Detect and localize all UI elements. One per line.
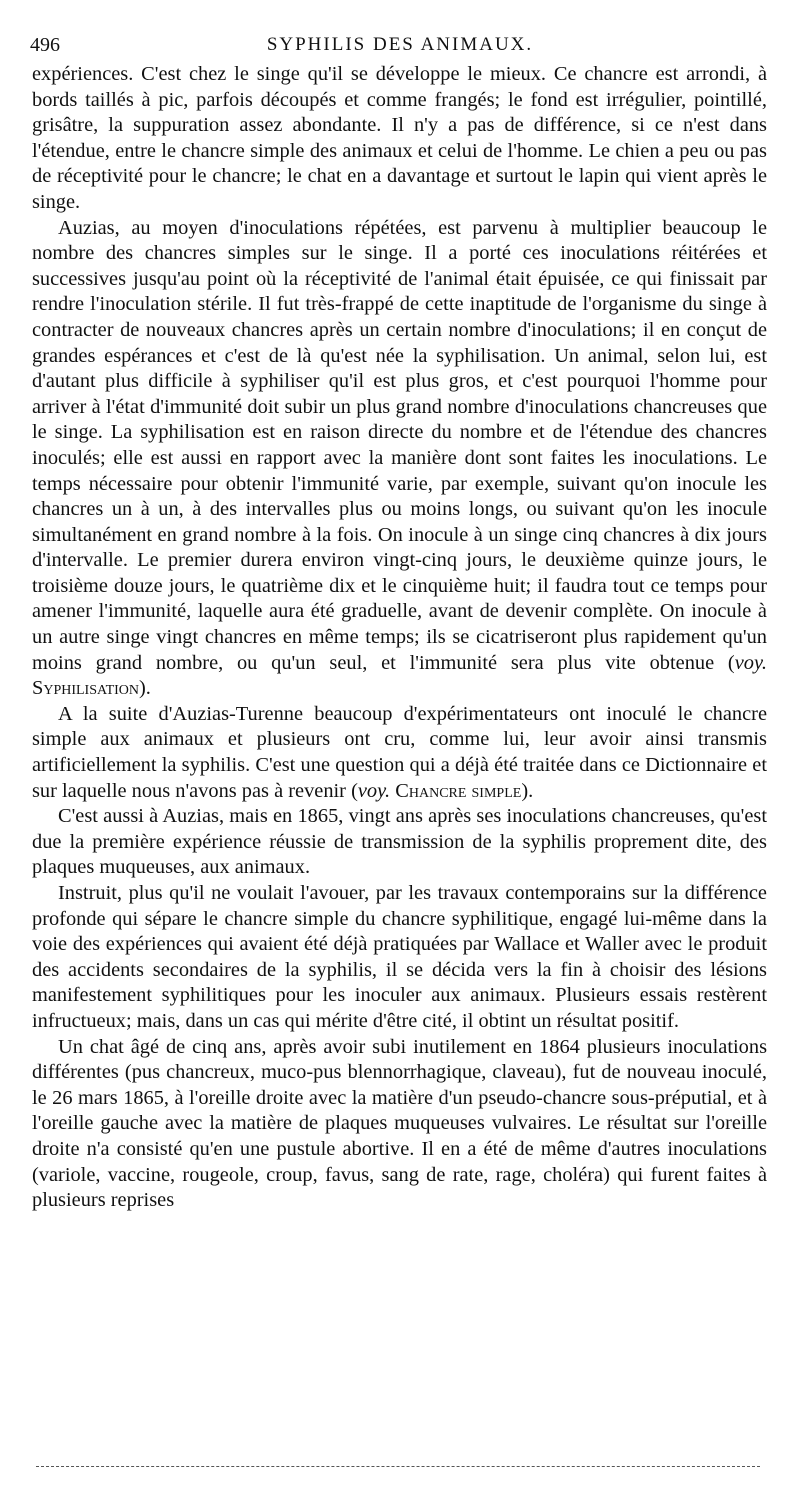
paragraph-2-text: Auzias, au moyen d'inoculations répétées, est parvenu à multiplier beaucoup le nombre des chancres simples sur le singe. Il a porté ces inoculations réitérées et successives jusqu'au point où la réceptivité de l'animal était épuisée, ce qui finissait par rendre l'inoculation stérile. Il fut très-frappé de cette inaptitude de l'organisme du singe à contracter de nouveaux chancres après un certain nombre d'inoculations; il en conçut de grandes espérances et c'est de là qu'est née la syphilisation. Un animal, selon lui, est d'autant plus difficile à syphiliser qu'il est plus gros, et c'est pourquoi l'homme pour arriver à l'état d'immunité doit subir un plus grand nombre d'inoculations chancreuses que le singe. La syphilisation est en raison directe du nombre et de l'étendue des chancres inoculés; elle est aussi en rapport avec la manière dont sont faites les inoculations. Le temps nécessaire pour obtenir l'immunité varie, par exemple, suivant qu'on inocule les chancres un à un, à des intervalles plus ou moins longs, ou suivant qu'on les inocule simultanément en grand nombre à la fois. On inocule à un singe cinq chancres à dix jours d'intervalle. Le premier durera environ vingt-cinq jours, le deuxième quinze jours, le troisième douze jours, le quatrième dix et le cinquième huit; il faudra tout ce temps pour amener l'immunité, laquelle aura été graduelle, avant de devenir complète. On inocule à un autre singe vingt chancres en même temps; ils se cicatriseront plus rapidement qu'un moins grand nombre, ou qu'un seul, et l'immunité sera plus vite obtenue ( bbox=[32, 216, 767, 674]
running-title: SYPHILIS DES ANIMAUX. bbox=[266, 34, 534, 55]
paragraph-3-ref-voy: voy. bbox=[357, 779, 391, 802]
paragraph-1: expériences. C'est chez le singe qu'il se développe le mieux. Ce chancre est arrondi, à bords taillés à pic, parfois découpés et comme frangés; le fond est irrégulier, pointillé, grisâtre, la suppuration assez abondante. Il n'y a pas de différence, si ce n'est dans l'étendue, entre le chancre simple des animaux et celui de l'homme. Le chien a peu ou pas de réceptivité pour le chancre; le chat en a davantage et surtout le lapin qui vient après le singe. bbox=[32, 63, 767, 213]
paragraph-2 bbox=[32, 216, 767, 702]
body-text bbox=[32, 62, 767, 1214]
paragraph-4: C'est aussi à Auzias, mais en 1865, vingt ans après ses inoculations chancreuses, qu'est due la première expérience réussie de transmission de la syphilis proprement dite, des plaques muqueuses, aux animaux. bbox=[32, 805, 767, 879]
footer-rule bbox=[36, 1466, 760, 1467]
paragraph-2-end: ). bbox=[139, 677, 151, 700]
paragraph-3-end: ). bbox=[521, 779, 534, 802]
paragraph-2-ref-term: Syphilisation bbox=[32, 677, 140, 700]
paragraph-6: Un chat âgé de cinq ans, après avoir subi inutilement en 1864 plusieurs inoculations différentes (pus chancreux, muco-pus blennorrhagique, claveau), fut de nouveau inoculé, le 26 mars 1865, à l'oreille droite avec la matière d'un pseudo-chancre sous-préputial, et à l'oreille gauche avec la matière de plaques muqueuses vulvaires. Le résultat sur l'oreille droite n'a consisté qu'en une pustule abortive. Il en a été de même d'autres inoculations (variole, vaccine, rougeole, croup, favus, sang de rate, rage, choléra) qui furent faites à plusieurs reprises bbox=[32, 1035, 767, 1212]
paragraph-3 bbox=[32, 702, 767, 804]
page-number: 496 bbox=[30, 34, 60, 56]
paragraph-3-text: A la suite d'Auzias-Turenne beaucoup d'expérimentateurs ont inoculé le chancre simple aux animaux et plusieurs ont cru, comme lui, leur avoir ainsi transmis artificiellement la syphilis. C'est une question qui a déjà été traitée dans ce Dictionnaire et sur laquelle nous n'avons pas à revenir ( bbox=[32, 702, 767, 802]
page-header bbox=[30, 30, 770, 60]
paragraph-5: Instruit, plus qu'il ne voulait l'avouer, par les travaux contemporains sur la différence profonde qui sépare le chancre simple du chancre syphilitique, engagé lui-même dans la voie des expériences qui avaient été déjà pratiquées par Wallace et Waller avec le produit des accidents secondaires de la syphilis, il se décida vers la fin à choisir des lésions manifestement syphilitiques pour les inoculer aux animaux. Plusieurs essais restèrent infructueux; mais, dans un cas qui mérite d'être cité, il obtint un résultat positif. bbox=[32, 882, 767, 1032]
paragraph-2-ref-voy: voy. bbox=[734, 651, 767, 674]
paragraph-3-ref-term: Chancre simple bbox=[395, 779, 522, 802]
